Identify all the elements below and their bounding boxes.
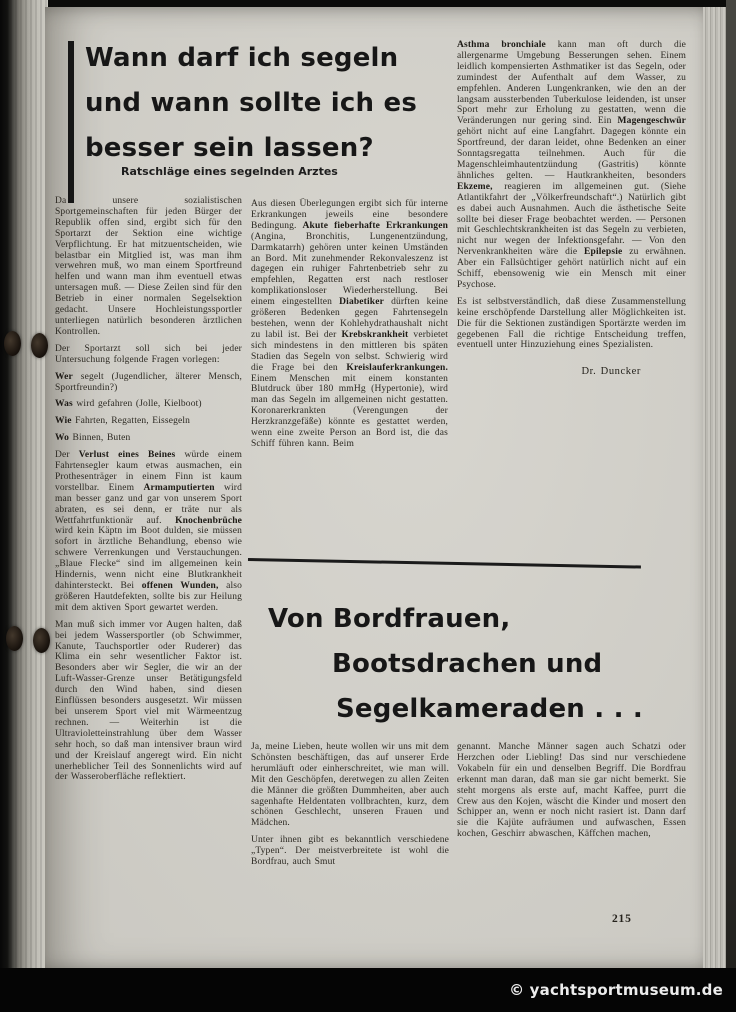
page-number: 215 [612, 913, 632, 925]
paragraph: Wer segelt (Jugendlicher, älterer Mensch, Sportfreundin?) [55, 371, 242, 393]
paragraph: Wo Binnen, Buten [55, 433, 131, 444]
article1-title-line2: und wann sollte ich es [85, 88, 417, 118]
article2-column-2 [457, 742, 686, 846]
page-stack-edge [703, 7, 726, 968]
paragraph: Aus diesen Überlegungen ergibt sich für interne Erkrankungen jeweils eine besondere Bedingung. Akute fieberhafte Erkrankungen (Angina, Bronchitis, Lungenentzündung, Darmkatarrh) gehören unter keinen Umständen an Bord. Mit zunehmender Rekonvaleszenz ist dagegen ein ruhiger Fahrtenbetrieb sehr zu empfehlen, Regatten erst nach restloser komplikationsloser Wiederherstellung. Bei einem eingestellten Diabetiker dürften keine größeren Bedenken gegen Fahrtensegeln bestehen, wenn der Kohlehydrathaushalt nicht zu labil ist. Bei der Krebskrankheit verbietet sich mindestens in den mittleren bis späten Stadien das Segeln von selbst. Schwierig wird die Frage bei den Kreislauferkrankungen. Einem Menschen mit einem konstanten Blutdruck über 180 mmHg (Hypertonie), wird man das Segeln im allgemeinen nicht gestatten. Koronarerkrankten (Verengungen der Herzkranzgefäße) könnte es gestattet werden, wenn eine zweite Person an Bord ist, die das Schiff führen kann. Beim [251, 199, 449, 449]
scan-right-edge [726, 0, 736, 968]
article2-title-line3: Segelkameraden . . . [336, 694, 643, 724]
title-accent-bar [68, 41, 74, 203]
punch-hole [6, 626, 23, 651]
paragraph: Unter ihnen gibt es bekanntlich verschiedene „Typen“. Der meistverbreitete ist wohl die Bordfrau, auch Smut [251, 835, 449, 868]
paragraph: Der Verlust eines Beines würde einem Fahrtensegler kaum etwas ausmachen, ein Prothesenträger in einem Finn ist kaum vorstellbar. Einem Armamputierten wird man besser ganz und gar von unserem Sport abraten, es sei denn, er träte nur als Wettfahrtfunktionär auf. Knochenbrüche wird kein Käptn im Boot dulden, sie müssen sofort in ärztliche Behandlung, ebenso wie schwere Verrenkungen und Verstauchungen. „Blaue Flecke“ sind im allgemeinen kein Hindernis, wenn nicht eine Blutkrankheit dahintersteckt. Bei offenen Wunden, also größeren Hautdefekten, sollte bis zur Heilung mit dem aktiven Sport gewartet werden. [55, 450, 243, 613]
paragraph: Was wird gefahren (Jolle, Kielboot) [55, 399, 202, 410]
punch-hole [4, 331, 21, 356]
article1-subtitle: Ratschläge eines segelnden Arztes [121, 165, 338, 178]
paragraph: Da unsere sozialistischen Sportgemeinschaften für jeden Bürger der Republik offen sind, ergibt sich für den Sportarzt der Sektion eine wichtige Verpflichtung. Er hat mitzuentscheiden, wie belastbar ein Mitglied ist, was man ihm verwehren muß, wo man einem Sportfreund helfen und wann man ihm eventuell etwas untersagen muß. — Diese Zeilen sind für den Betrieb in einer normalen Segelsektion gedacht. Unsere Hochleistungssportler unterliegen natürlich besonderen ärztlichen Kontrollen. [55, 196, 242, 337]
paragraph: Wie Fahrten, Regatten, Eissegeln [55, 416, 191, 427]
article2-title-line2: Bootsdrachen und [332, 649, 603, 679]
paragraph: Asthma bronchiale kann man oft durch die allergenarme Umgebung Besserungen sehen. Einem leidlich kompensierten Asthmatiker ist das Segeln, oder zumindest der Aufenthalt auf dem Wasser, zu empfehlen. Anderen Lungenkranken, wie den an der langsam aussterbenden Tuberkulose leidenden, ist unser Sport mehr zur Erholung zu gestatten, wenn die Veränderungen nur gering sind. Ein Magengeschwür gehört nicht auf eine Langfahrt. Dagegen könnte ein Sportfreund, der daran leidet, ohne Bedenken an einer Sonntagsregatta teilnehmen. Auch für die Magenschleimhautentzündung (Gastritis) könnte ähnliches gelten. — Hautkrankheiten, besonders Ekzeme, reagieren im allgemeinen gut. (Siehe Atlantikfahrt der „Völkerfreundschaft“.) Natürlich gibt es dabei auch Ausnahmen. Auch die ästhetische Seite sollte bei dieser Frage beobachtet werden. — Personen mit Geschlechtskrankheiten ist das Segeln zu verbieten, nicht nur wegen der Infektionsgefahr. — Von den Nervenkrankheiten wäre die Epilepsie zu erwähnen. Aber ein Fallsüchtiger gehört natürlich nicht auf ein Schiff, ebensowenig wie ein Mensch mit einer Psychose. [457, 40, 687, 290]
paragraph: Ja, meine Lieben, heute wollen wir uns mit dem Schönsten beschäftigen, das auf unserer Erde herumläuft oder einherschreitet, wie man will. Mit den Geschöpfen, deretwegen zu allen Zeiten die Männer die größten Dummheiten, aber auch sagenhafte Heldentaten vollbrachten, kurz, dem schönen Geschlecht, unseren Frauen und Mädchen. [251, 742, 449, 829]
article1-column-2 [251, 199, 448, 456]
article1-column-3-paras [457, 40, 686, 351]
article1-title-line3: besser sein lassen? [85, 133, 374, 163]
article1-column-1 [55, 196, 242, 789]
punch-hole [31, 333, 48, 358]
paragraph: genannt. Manche Männer sagen auch Schatzi oder Herzchen oder Liebling! Das sind nur verschiedene Vokabeln für ein und denselben Begriff. Die Bordfrau erkennt man daran, daß man sie gar nicht bemerkt. Sie steht morgens als erste auf, macht Kaffee, purrt die Crew aus den Kojen, wäscht die Kinder und mosert den Schipper an, wenn er noch nicht rasiert ist. Dann darf sie die Kajüte aufräumen und aufwaschen, Essen kochen, Geschirr abwaschen, Käffchen machen, [457, 742, 686, 840]
paragraph: Es ist selbstverständlich, daß diese Zusammenstellung keine erschöpfende Darstellung aller Möglichkeiten ist. Die für die Sektionen zuständigen Sportärzte werden im gegebenen Fall die richtige Entscheidung treffen, eventuell unter Hinzuziehung eines Spezialisten. [457, 296, 686, 351]
article2-column-1 [251, 742, 449, 874]
paragraph: Der Sportarzt soll sich bei jeder Untersuchung folgende Fragen vorlegen: [55, 343, 242, 365]
article1-title [85, 36, 505, 171]
watermark: © yachtsportmuseum.de [509, 981, 723, 999]
article1-column-3 [457, 40, 686, 378]
article2-title-line1: Von Bordfrauen, [268, 604, 511, 634]
author-signature: Dr. Duncker [581, 366, 641, 378]
article2-title [268, 597, 688, 732]
punch-hole [33, 628, 50, 653]
paragraph: Man muß sich immer vor Augen halten, daß bei jedem Wassersportler (ob Schwimmer, Kanute, Tauchsportler oder Ruderer) das Klima ein sehr wesentlicher Faktor ist. Besonders aber wir Segler, die wir an der Luft-Wasser-Grenze unser Betätigungsfeld durch den Wind haben, sind diesen Einflüssen besonders ausgesetzt. Wir müssen bei unserem Sport viel mit Wärmeentzug rechnen. — Weiterhin ist die Ultravioletteinstrahlung über dem Wasser sehr hoch, so daß man intensiver braun wird und der Kreislauf angeregt wird. Ein nicht unerheblicher Teil des Sonnenlichts wird auf der Wasseroberfläche reflektiert. [55, 619, 242, 783]
article1-title-line1: Wann darf ich segeln [85, 43, 399, 73]
book-binding [0, 0, 48, 968]
